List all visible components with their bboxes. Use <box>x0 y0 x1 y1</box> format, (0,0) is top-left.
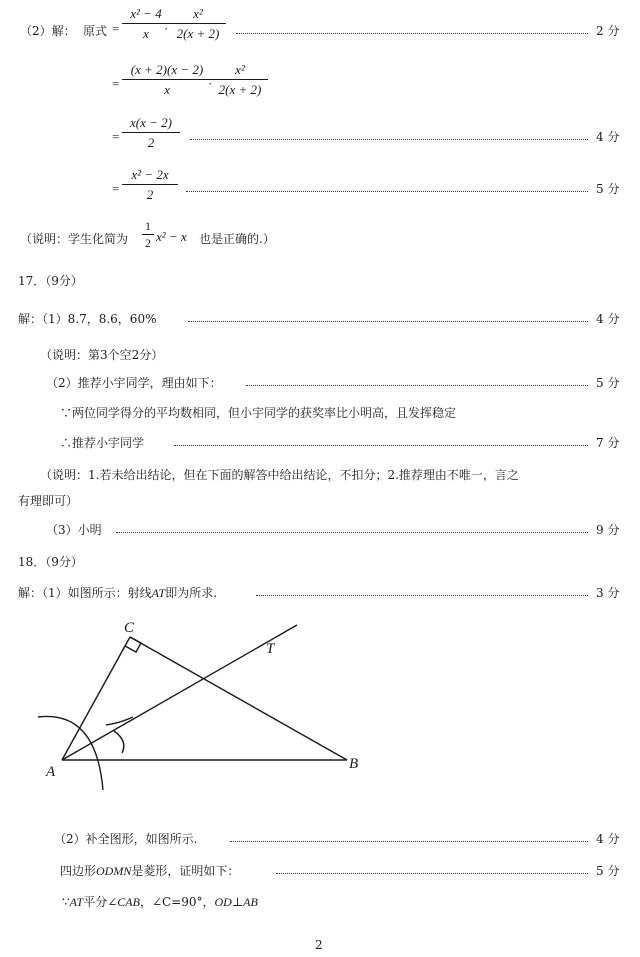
q18-part1-score: 3 分 <box>596 586 620 600</box>
fraction-2-denominator: 2(x + 2) <box>176 26 220 41</box>
right-angle-mark <box>125 637 141 652</box>
note-fraction <box>142 219 154 251</box>
proof-at: AT <box>69 895 84 909</box>
q18-part1-prefix: 解：（1）如图所示：射线 <box>18 586 152 600</box>
step2-fraction-1 <box>122 62 212 98</box>
q17-part3-answer: （3）小明 <box>46 523 102 537</box>
note-suffix: 也是正确的.） <box>199 232 275 246</box>
leader-dots <box>246 385 588 386</box>
proof-perp: ⊥ <box>231 895 244 909</box>
q17-reason: ∵两位同学得分的平均数相同，但小宇同学的获奖率比小明高，且发挥稳定 <box>60 406 457 420</box>
score-4: 4 分 <box>596 130 620 144</box>
multiply-dot: · <box>208 76 213 91</box>
fraction-bar <box>212 79 268 80</box>
leader-dots <box>190 139 588 140</box>
ray-at <box>62 625 297 760</box>
fraction-bar <box>122 184 178 185</box>
q17-part3-score: 9 分 <box>596 523 620 537</box>
step2-fraction-2 <box>212 62 268 98</box>
q17-part1-answer: 解：（1）8.7，8.6，60% <box>18 312 157 326</box>
q17-note2-line1: （说明：1.若未给出结论，但在下面的解答中给出结论，不扣分；2.推荐理由不唯一，言之 <box>40 468 519 482</box>
ray-label: AT <box>151 586 166 600</box>
proof-angle-c: ，∠C=90°， <box>139 895 215 909</box>
step2-fraction-2-denominator: 2(x + 2) <box>218 82 262 97</box>
leader-dots <box>188 321 588 322</box>
q17-note2-line2: 有理即可） <box>18 494 79 508</box>
leader-dots <box>230 841 588 842</box>
equals-sign: = <box>112 129 120 144</box>
note-expression: x² − x <box>156 229 187 244</box>
segment-cb <box>130 637 347 760</box>
equals-sign: = <box>112 21 120 36</box>
q17-part1-score: 4 分 <box>596 312 620 326</box>
leader-dots <box>256 595 588 596</box>
fraction-2 <box>170 6 226 42</box>
q17-note1: （说明：第3个空2分） <box>40 348 164 362</box>
proof-bisects: 平分∠ <box>83 895 118 909</box>
q18-part1-suffix: 即为所求. <box>165 586 218 600</box>
proof-ab: AB <box>243 895 258 909</box>
fraction-1-numerator: x² − 4 <box>130 6 162 21</box>
fraction-1-denominator: x <box>143 26 149 41</box>
q17-conclusion-score: 7 分 <box>596 436 620 450</box>
vertex-label-c: C <box>124 620 135 636</box>
score-2: 2 分 <box>596 24 620 38</box>
step3-numerator: x(x − 2) <box>130 115 172 130</box>
q17-conclusion: ∴推荐小宇同学 <box>60 436 145 450</box>
step4-denominator: 2 <box>146 187 154 202</box>
fraction-bar <box>122 132 180 133</box>
multiply-dot: · <box>164 21 169 36</box>
vertex-label-b: B <box>349 756 359 772</box>
step3-fraction <box>122 115 180 151</box>
rhombus-name: ODMN <box>96 864 132 878</box>
q17-part2-score: 5 分 <box>596 376 620 390</box>
fraction-bar <box>122 79 212 80</box>
score-5: 5 分 <box>596 182 620 196</box>
construction-arc <box>114 731 124 753</box>
note-fraction-denominator: 2 <box>145 236 151 250</box>
q18-part1-answer <box>18 584 217 601</box>
step3-denominator: 2 <box>147 135 155 150</box>
rhombus-suffix: 是菱形，证明如下： <box>131 864 240 878</box>
fraction-bar <box>170 23 226 24</box>
q18-part2-answer: （2）补全图形，如图所示. <box>54 832 198 846</box>
leader-dots <box>116 532 588 533</box>
q18-rhombus-score: 5 分 <box>596 864 620 878</box>
step2-fraction-1-denominator: x <box>164 82 170 97</box>
equals-sign: = <box>112 181 120 196</box>
fraction-bar <box>142 234 154 235</box>
q18-part2-score: 4 分 <box>596 832 620 846</box>
proof-cab: CAB <box>117 895 140 909</box>
part2-label: （2）解： <box>20 24 76 38</box>
page-number: 2 <box>315 938 323 952</box>
step2-fraction-1-numerator: (x + 2)(x − 2) <box>130 62 204 77</box>
step4-fraction <box>122 167 178 203</box>
triangle-figure <box>0 605 640 790</box>
step2-fraction-2-numerator: x² <box>235 62 245 77</box>
q18-proof-line <box>62 893 258 910</box>
equals-sign: = <box>112 76 120 91</box>
proof-od: OD <box>214 895 232 909</box>
q18-rhombus-claim <box>60 862 239 879</box>
leader-dots <box>186 191 588 192</box>
original-expression-label: 原式 <box>83 24 108 38</box>
leader-dots <box>236 33 588 34</box>
note-prefix: （说明：学生化简为 <box>20 232 129 246</box>
note-fraction-numerator: 1 <box>145 219 151 233</box>
fraction-1 <box>122 6 170 42</box>
rhombus-prefix: 四边形 <box>60 864 97 878</box>
q18-heading: 18．（9分） <box>18 555 83 569</box>
fraction-2-numerator: x² <box>193 6 203 21</box>
segment-ac <box>62 637 130 760</box>
q17-part2-answer: （2）推荐小宇同学，理由如下： <box>46 376 222 390</box>
step4-numerator: x² − 2x <box>131 167 169 182</box>
leader-dots <box>276 873 588 874</box>
because-symbol: ∵ <box>62 895 70 909</box>
vertex-label-a: A <box>46 764 56 780</box>
leader-dots <box>174 445 588 446</box>
point-label-t: T <box>266 641 275 657</box>
q17-heading: 17．（9分） <box>18 274 83 288</box>
fraction-bar <box>122 23 170 24</box>
